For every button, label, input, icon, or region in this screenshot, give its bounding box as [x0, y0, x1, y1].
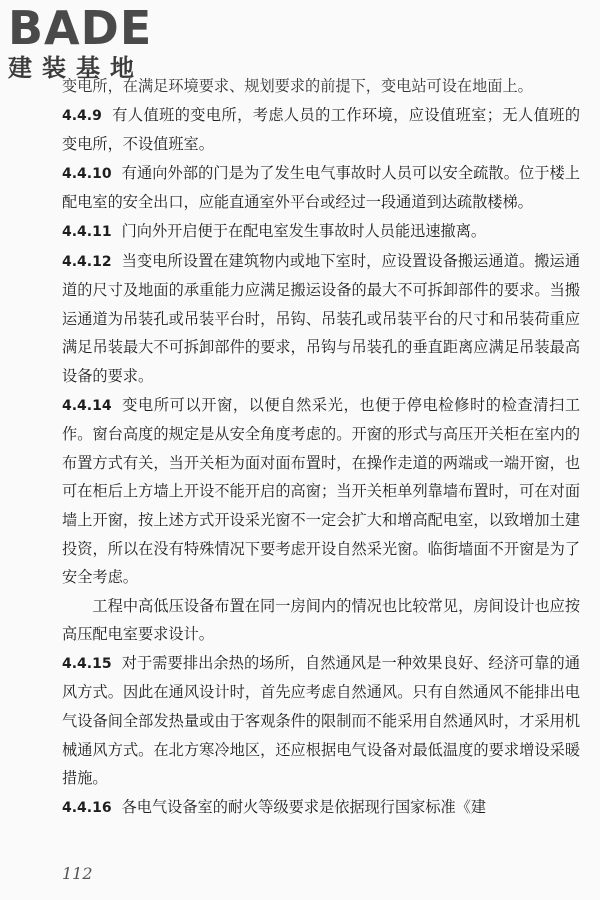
clause-4-4-14: [62, 391, 580, 592]
clause-4-4-12: [62, 247, 580, 391]
document-body: [62, 72, 580, 822]
clause-number: 4.4.14: [62, 397, 112, 414]
logo-wordmark: BADE: [8, 1, 153, 55]
clause-4-4-11: [62, 217, 580, 247]
paragraph-continued: [62, 72, 580, 101]
clause-number: 4.4.16: [62, 799, 112, 816]
paragraph-indented: [62, 592, 580, 649]
clause-number: 4.4.11: [62, 223, 112, 240]
clause-number: 4.4.12: [62, 253, 112, 270]
clause-4-4-15: [62, 649, 580, 793]
clause-text: 门向外开启便于在配电室发生事故时人员能迅速撤离。: [121, 221, 487, 240]
clause-number: 4.4.15: [62, 655, 112, 672]
clause-4-4-16: [62, 793, 580, 823]
clause-text: 有人值班的变电所，考虑人员的工作环境，应设值班室；无人值班的变电所，不设值班室。: [62, 105, 580, 154]
clause-4-4-10: [62, 159, 580, 217]
clause-number: 4.4.9: [62, 107, 102, 124]
page-number: 112: [62, 864, 93, 883]
clause-text: 变电所可以开窗，以便自然采光，也便于停电检修时的检查清扫工作。窗台高度的规定是从安全角度考虑的。开窗的形式与高压开关柜在室内的布置方式有关，当开关柜为面对面布置时，在操作走道的两端或一端开窗，也可在柜后上方墙上开设不能开启的高窗；当开关柜单列靠墙布置时，可在对面墙上开窗，按上述方式开设采光窗不一定会扩大和增高配电室，以致增加土建投资，所以在没有特殊情况下要考虑开设自然采光窗。临街墙面不开窗是为了安全考虑。: [62, 395, 580, 587]
clause-text: 对于需要排出余热的场所，自然通风是一种效果良好、经济可靠的通风方式。因此在通风设计时，首先应考虑自然通风。只有自然通风不能排出电气设备间全部发热量或由于客观条件的限制而不能采用自然通风时，才采用机械通风方式。在北方寒冷地区，还应根据电气设备对最低温度的要求增设采暖措施。: [62, 653, 580, 788]
clause-text: 各电气设备室的耐火等级要求是依据现行国家标准《建: [121, 797, 487, 816]
paragraph-text: 变电所，在满足环境要求、规划要求的前提下，变电站可设在地面上。: [62, 77, 533, 95]
clause-number: 4.4.10: [62, 165, 112, 182]
bade-logo: [8, 1, 178, 82]
clause-text: 有通向外部的门是为了发生电气事故时人员可以安全疏散。位于楼上配电室的安全出口，应能直通室外平台或经过一段通道到达疏散楼梯。: [62, 163, 580, 212]
logo-subtitle: 建装基地: [8, 54, 144, 82]
clause-text: 当变电所设置在建筑物内或地下室时，应设置设备搬运通道。搬运通道的尺寸及地面的承重能力应满足搬运设备的最大不可拆卸部件的要求。当搬运通道为吊装孔或吊装平台时，吊钩、吊装孔或吊装平台的尺寸和吊装荷重应满足吊装最大不可拆卸部件的要求，吊钩与吊装孔的垂直距离应满足吊装最高设备的要求。: [62, 251, 580, 385]
clause-4-4-9: [62, 101, 580, 159]
paragraph-text: 工程中高低压设备布置在同一房间内的情况也比较常见，房间设计也应按高压配电室要求设计。: [62, 596, 580, 644]
